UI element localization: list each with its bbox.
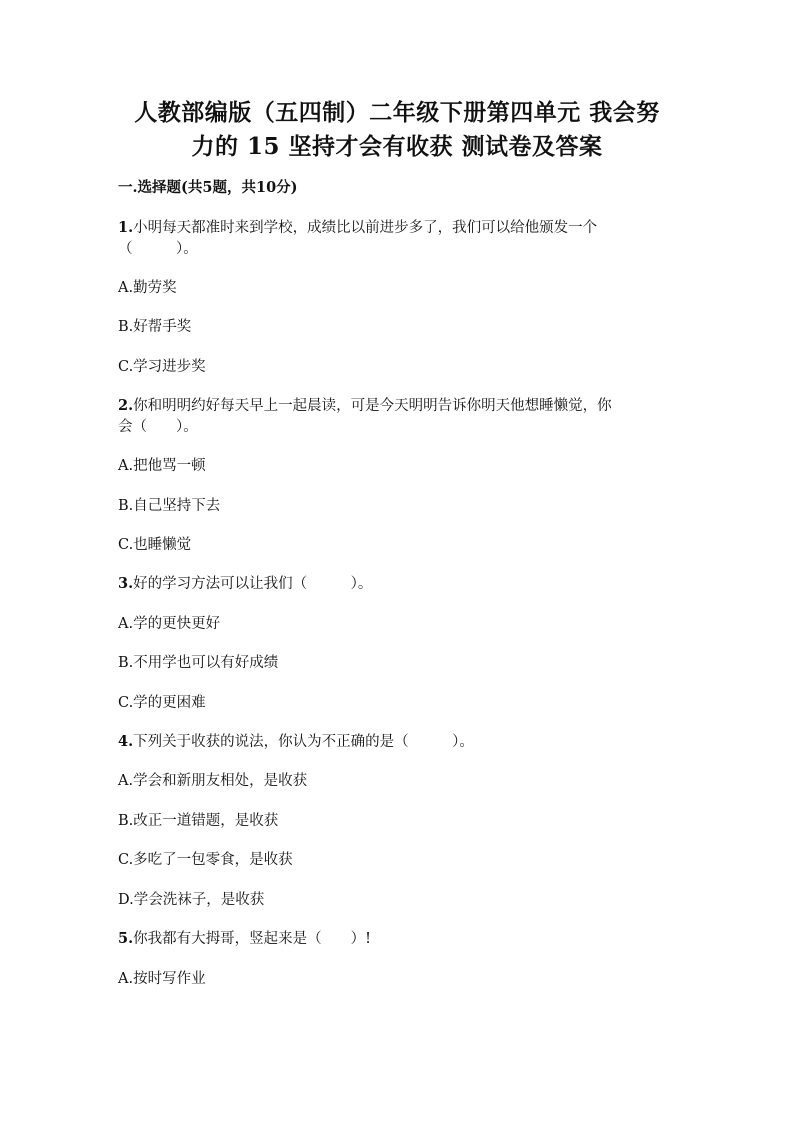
question-2-option-b: B.自己坚持下去 (118, 498, 221, 514)
question-2-option-c: C.也睡懒觉 (118, 537, 192, 553)
question-4-option-a: A.学会和新朋友相处，是收获 (118, 773, 308, 789)
question-text: 小明每天都准时来到学校，成绩比以前进步多了，我们可以给他颁发一个 (133, 220, 598, 236)
question-1-option-b: B.好帮手奖 (118, 319, 192, 335)
question-text: 好的学习方法可以让我们（ ）。 (133, 576, 373, 592)
question-text: 你和明明约好每天早上一起晨读，可是今天明明告诉你明天他想睡懒觉，你 (133, 398, 612, 414)
question-2-continuation: 会（ ）。 (118, 419, 198, 435)
question-5-option-a: A.按时写作业 (118, 971, 206, 987)
question-4-option-c: C.多吃了一包零食，是收获 (118, 852, 293, 868)
question-number: 2. (118, 397, 134, 414)
document-title-line-1: 人教部编版（五四制）二年级下册第四单元 我会努 (134, 99, 660, 126)
question-2-option-a: A.把他骂一顿 (118, 458, 206, 474)
question-1 (118, 218, 597, 238)
question-number: 4. (118, 733, 134, 750)
question-1-continuation: （ ）。 (118, 241, 198, 257)
question-2 (118, 396, 612, 416)
question-3-option-a: A.学的更快更好 (118, 616, 221, 632)
question-4 (118, 732, 474, 752)
question-number: 5. (118, 930, 134, 947)
question-3 (118, 574, 372, 594)
document-title-line-2: 力的 15 坚持才会有收获 测试卷及答案 (191, 133, 603, 160)
question-number: 1. (118, 219, 134, 236)
question-1-option-c: C.学习进步奖 (118, 359, 206, 375)
question-5 (118, 929, 371, 949)
question-4-option-b: B.改正一道错题，是收获 (118, 813, 279, 829)
section-heading: 一.选择题(共5题，共10分) (118, 179, 298, 196)
question-3-option-b: B.不用学也可以有好成绩 (118, 655, 279, 671)
question-3-option-c: C.学的更困难 (118, 695, 206, 711)
question-text: 下列关于收获的说法，你认为不正确的是（ ）。 (133, 734, 474, 750)
question-1-option-a: A.勤劳奖 (118, 280, 177, 296)
question-4-option-d: D.学会洗袜子，是收获 (118, 892, 265, 908)
question-text: 你我都有大拇哥，竖起来是（ ）! (133, 931, 371, 947)
question-number: 3. (118, 575, 134, 592)
